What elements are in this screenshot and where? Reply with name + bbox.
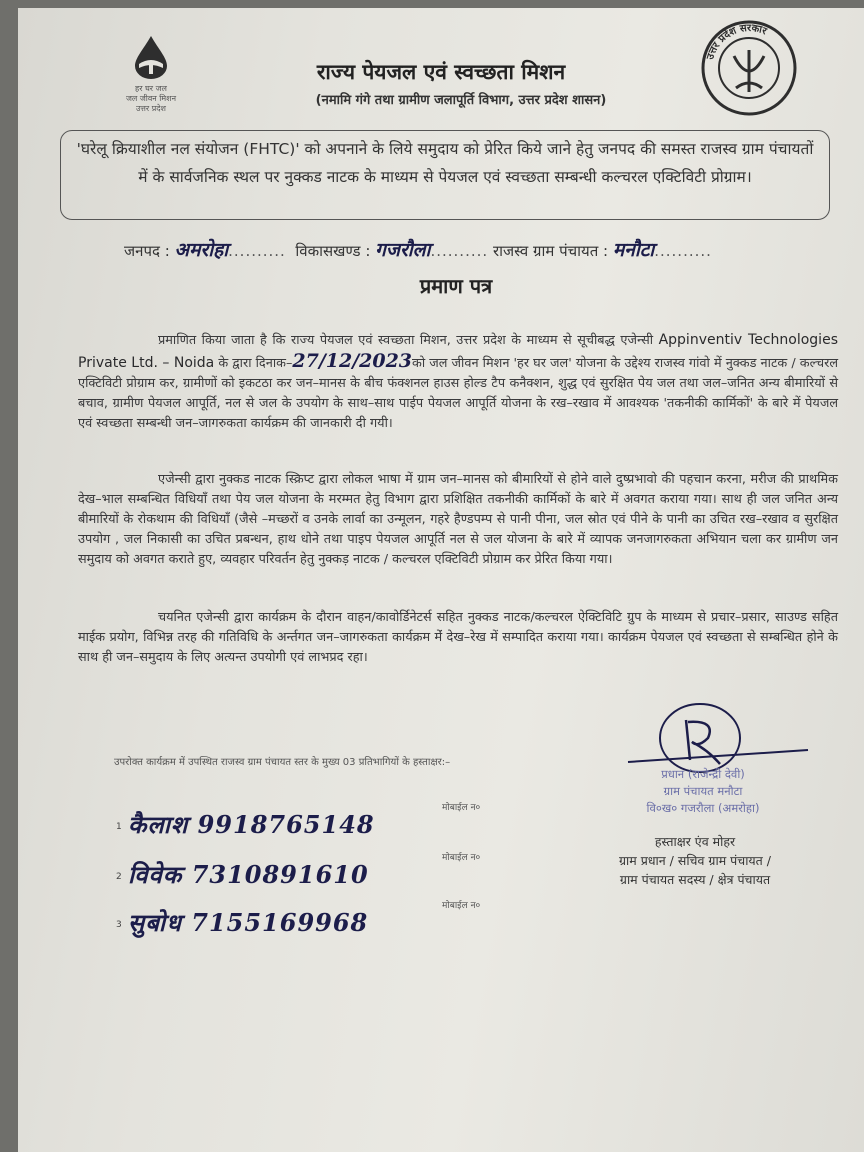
participants-heading: उपरोक्त कार्यक्रम में उपस्थित राजस्व ग्राम पंचायत स्तर के मुख्य 03 प्रतिभागियों के हस्ताक्षर:– xyxy=(114,757,451,768)
block-dots: .......... xyxy=(430,242,489,260)
district-dots: .......... xyxy=(228,242,286,260)
mobile-label: मोबाईल न० xyxy=(442,853,481,863)
agency-name: Appinventiv Technologies Private Ltd. – Noida xyxy=(78,332,838,371)
participant-entry: सुबोध 7155169968 xyxy=(128,908,369,937)
stamp-line-1: प्रधान (राजेन्द्री देवी) xyxy=(661,767,745,781)
location-fields xyxy=(124,236,712,262)
emblem-text: उत्तर प्रदेश सरकार xyxy=(705,22,769,61)
logo-caption-3: उत्तर प्रदेश xyxy=(136,104,166,113)
certificate-title: प्रमाण पत्र xyxy=(419,274,493,298)
paragraph-2 xyxy=(78,470,838,570)
paragraph-3-body: चयनित एजेन्सी द्वारा कार्यक्रम के दौरान वाहन/कावोर्डिनेटर्स सहित नुक्कड नाटक/कल्चरल ऐक्टिविटि ग्रुप के माध्यम से प्रचार–प्रसार, साउण्ड सहित माईक प्रयोग, विभिन्न तरह की गतिविधि के अर्न्तगत जन–जागरुकता कार्यक्रम मेंं देख–रेख में सम्पादित कराया गया। कार्यक्रम पेयजल एवं स्वच्छता से सम्बन्धित होने के साथ ही जन–समुदाय के लिए अत्यन्त उपयोगी एवं लाभप्रद रहा। xyxy=(78,610,838,665)
mobile-label: मोबाईल न० xyxy=(442,803,481,813)
department-subtitle: (नमामि गंगे तथा ग्रामीण जलापूर्ति विभाग, उत्तर प्रदेश शासन) xyxy=(315,93,607,108)
program-date: 27/12/2023 xyxy=(292,350,413,372)
certificate-page xyxy=(18,8,864,1152)
participant-row xyxy=(116,901,576,946)
stamp-line-2: ग्राम पंचायत मनौटा xyxy=(663,784,743,798)
participant-number: 2 xyxy=(116,872,122,882)
participant-number: 1 xyxy=(116,822,122,832)
mobile-label: मोबाईल न० xyxy=(442,901,481,911)
district-value: अमरोहा xyxy=(174,239,229,261)
role-line-1: हस्ताक्षर एंव मोहर xyxy=(654,834,736,849)
paragraph-1-body: को जल जीवन मिशन 'हर घर जल' योजना के उद्देश्य राजस्व गांवो में नुक्कड नाटक / कल्चरल एक्टिविटी प्रोग्राम कर, ग्रामीणों को इकटठा कर जन–मानस के बीच फंक्शनल हाउस होल्ड टैप कनैक्शन, शुद्ध एवं सुरक्षित पेय जल तथा जल–जनित अन्य बीमारियों से बचाव, ग्रामीण पेयजल आपूर्ति, नल से जल के उपयोग के साथ–साथ पाईप पेयजल आपूर्ति योजना के रख–रखाव में आवश्यक 'तकनीकी कार्मिकों' के बारे में पेयजल एवं स्वच्छता सम्बन्धी जन–जागरुकता कार्यक्रम की जानकारी दी गयी। xyxy=(78,356,839,431)
district-label: जनपद : xyxy=(124,242,170,260)
stamp-line-3: वि०ख० गजरौला (अमरोहा) xyxy=(646,801,760,815)
participant-row xyxy=(116,853,576,898)
program-description-box xyxy=(60,130,830,220)
paragraph-3 xyxy=(78,608,838,668)
signatory-role xyxy=(580,832,810,889)
participant-entry: कैलाश 9918765148 xyxy=(128,810,375,839)
participant-entry: विवेक 7310891610 xyxy=(128,860,369,889)
panchayat-label: राजस्व ग्राम पंचायत : xyxy=(492,242,609,260)
role-line-2: ग्राम प्रधान / सचिव ग्राम पंचायत / xyxy=(619,853,771,868)
participant-row xyxy=(116,803,576,848)
logo-caption-2: जल जीवन मिशन xyxy=(125,94,177,103)
participant-number: 3 xyxy=(116,920,122,930)
panchayat-value: मनौटा xyxy=(612,239,655,261)
paragraph-1-date-label: के द्वारा दिनाक– xyxy=(218,356,293,371)
block-value: गजरौला xyxy=(375,239,431,261)
paragraph-1-intro: प्रमाणित किया जाता है कि राज्य पेयजल एवं स्वच्छता मिशन, उत्तर प्रदेश के माध्यम से सूचीबद्ध एजेन्सी xyxy=(158,333,654,348)
paragraph-1 xyxy=(78,330,838,434)
mission-title: राज्य पेयजल एवं स्वच्छता मिशन xyxy=(316,60,566,84)
pradhan-stamp xyxy=(608,766,798,817)
paragraph-2-body: एजेन्सी द्वारा नुक्कड नाटक स्क्रिप्ट द्वारा लोकल भाषा में ग्राम जन–मानस को बीमारियों से होने वाले दुष्प्रभावो की पहचान करना, मरीज की प्राथमिक देख–भाल सम्बन्धित विधियाँ तथा पेय जल योजना के मरम्मत हेतु विभाग द्वारा प्रशिक्षित तकनीकी कार्मिकों के बारे में अवगत कराया गया। साथ ही जल जनित अन्य बीमारियों के रोकथाम की विधियाँ (जैसे –मच्छरों व उनके लार्वा का उन्मूलन, गहरे हैण्डपम्प से पानी पीना, जल स्रोत एवं पीने के पानी का उचित रख–रखाव व सुरक्षित उपयोग , जल निकासी का उचित प्रबन्धन, हाथ धोने तथा पाइप पेयजल आपूर्ति नल से जल योजना के बारे में व्यापक जनजागरुकता अभियान चला कर ग्रामीण जन समुदाय को अवगत कराते हुए, व्यवहार परिवर्तन हेतु नुक्कड़ नाटक / कल्चरल एक्टिविटी प्रोग्राम कर प्रेरित किया गया। xyxy=(78,472,838,567)
panchayat-dots: .......... xyxy=(654,242,712,260)
block-label: विकासखण्ड : xyxy=(295,242,371,260)
role-line-3: ग्राम पंचायत सदस्य / क्षेत्र पंचायत xyxy=(619,872,771,887)
program-description: 'घरेलू क्रियाशील नल संयोजन (FHTC)' को अपनाने के लिये समुदाय को प्रेरित किये जाने हेतु जनपद की समस्त राजस्व ग्राम पंचायतों में के सार्वजनिक स्थल पर नुक्कड नाटक के माध्यम से पेयजल एवं स्वच्छता सम्बन्धी कल्चरल एक्टिविटी प्रोग्राम। xyxy=(76,140,814,186)
svg-text:उत्तर प्रदेश सरकार xyxy=(705,23,769,62)
logo-caption-1: हर घर जल xyxy=(135,84,167,93)
